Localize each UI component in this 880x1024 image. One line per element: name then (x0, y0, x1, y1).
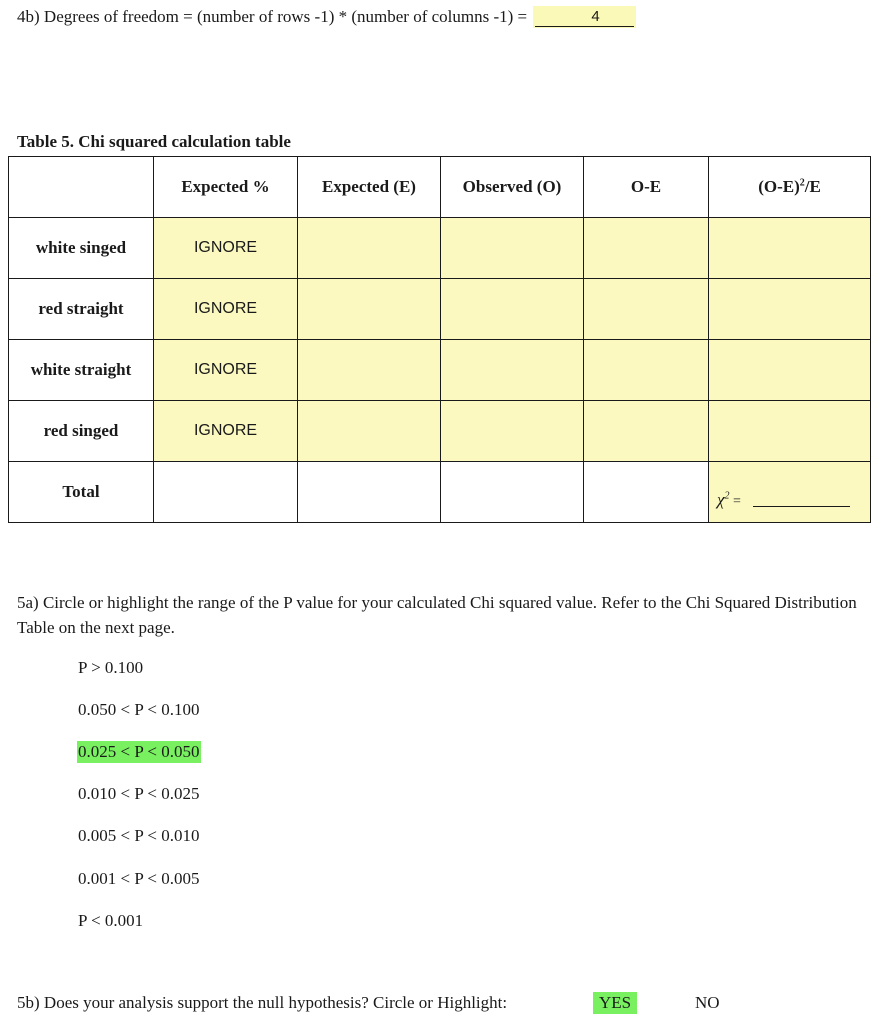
cell-chi-component[interactable] (709, 218, 871, 279)
table-row (9, 218, 871, 279)
p-option-0025-0050-highlighted[interactable]: 0.025 < P < 0.050 (78, 742, 200, 761)
yes-option-highlighted[interactable]: YES (593, 992, 637, 1014)
row-label-total: Total (9, 462, 154, 523)
cell-expected[interactable] (298, 340, 441, 401)
header-chi-component-b: /E (804, 177, 821, 196)
p-option-gt-0100[interactable]: P > 0.100 (78, 658, 144, 677)
question-4b (17, 6, 636, 28)
table-row (9, 340, 871, 401)
degrees-of-freedom-answer[interactable] (533, 6, 636, 28)
cell-total-o-minus-e[interactable] (584, 462, 709, 523)
row-label-red-straight: red straight (9, 279, 154, 340)
cell-expected-percent: IGNORE (154, 279, 298, 340)
answer-underline (535, 26, 634, 27)
table-row (9, 279, 871, 340)
header-observed: Observed (O) (441, 157, 584, 218)
degrees-of-freedom-value: 4 (591, 8, 600, 25)
chi-squared-label (717, 490, 741, 510)
cell-chi-component[interactable] (709, 401, 871, 462)
question-5b-text: 5b) Does your analysis support the null hypothesis? Circle or Highlight: (17, 993, 508, 1012)
p-option-0005-0010[interactable]: 0.005 < P < 0.010 (78, 826, 200, 845)
row-label-white-straight: white straight (9, 340, 154, 401)
chi-equals: = (729, 494, 741, 509)
table-5-caption: Table 5. Chi squared calculation table (17, 132, 291, 151)
cell-expected-percent: IGNORE (154, 401, 298, 462)
cell-expected[interactable] (298, 218, 441, 279)
cell-expected[interactable] (298, 401, 441, 462)
header-chi-component-sup: 2 (799, 177, 805, 189)
chi-sup: 2 (724, 490, 730, 502)
chi-symbol: χ (717, 490, 725, 509)
cell-chi-component[interactable] (709, 279, 871, 340)
cell-chi-component[interactable] (709, 340, 871, 401)
cell-total-observed[interactable] (441, 462, 584, 523)
table-row (9, 401, 871, 462)
header-blank (9, 157, 154, 218)
cell-total-expected[interactable] (298, 462, 441, 523)
chi-squared-table (8, 156, 871, 523)
question-4b-text: 4b) Degrees of freedom = (number of rows -1) * (number of columns -1) = (17, 7, 528, 26)
header-expected-percent: Expected % (154, 157, 298, 218)
no-option[interactable]: NO (695, 993, 720, 1012)
question-5a-text: 5a) Circle or highlight the range of the P value for your calculated Chi squared value. Refer to the Chi Squared Distribution Table on the next page. (17, 593, 857, 637)
chi-squared-answer-line (753, 506, 850, 507)
cell-o-minus-e[interactable] (584, 340, 709, 401)
header-expected: Expected (E) (298, 157, 441, 218)
cell-o-minus-e[interactable] (584, 401, 709, 462)
chi-squared-total-cell[interactable] (709, 462, 871, 523)
row-label-red-singed: red singed (9, 401, 154, 462)
p-option-0001-0005[interactable]: 0.001 < P < 0.005 (78, 869, 200, 888)
cell-total-expected-percent[interactable] (154, 462, 298, 523)
cell-expected[interactable] (298, 279, 441, 340)
cell-expected-percent: IGNORE (154, 218, 298, 279)
cell-expected-percent: IGNORE (154, 340, 298, 401)
p-option-0050-0100[interactable]: 0.050 < P < 0.100 (78, 700, 200, 719)
header-o-minus-e: O-E (584, 157, 709, 218)
cell-o-minus-e[interactable] (584, 218, 709, 279)
row-label-white-singed: white singed (9, 218, 154, 279)
header-chi-component (709, 157, 871, 218)
p-option-lt-0001[interactable]: P < 0.001 (78, 911, 144, 930)
cell-observed[interactable] (441, 340, 584, 401)
cell-o-minus-e[interactable] (584, 279, 709, 340)
table-header-row (9, 157, 871, 218)
p-option-0010-0025[interactable]: 0.010 < P < 0.025 (78, 784, 200, 803)
cell-observed[interactable] (441, 401, 584, 462)
cell-observed[interactable] (441, 279, 584, 340)
table-total-row (9, 462, 871, 523)
header-chi-component-a: (O-E) (758, 177, 800, 196)
cell-observed[interactable] (441, 218, 584, 279)
